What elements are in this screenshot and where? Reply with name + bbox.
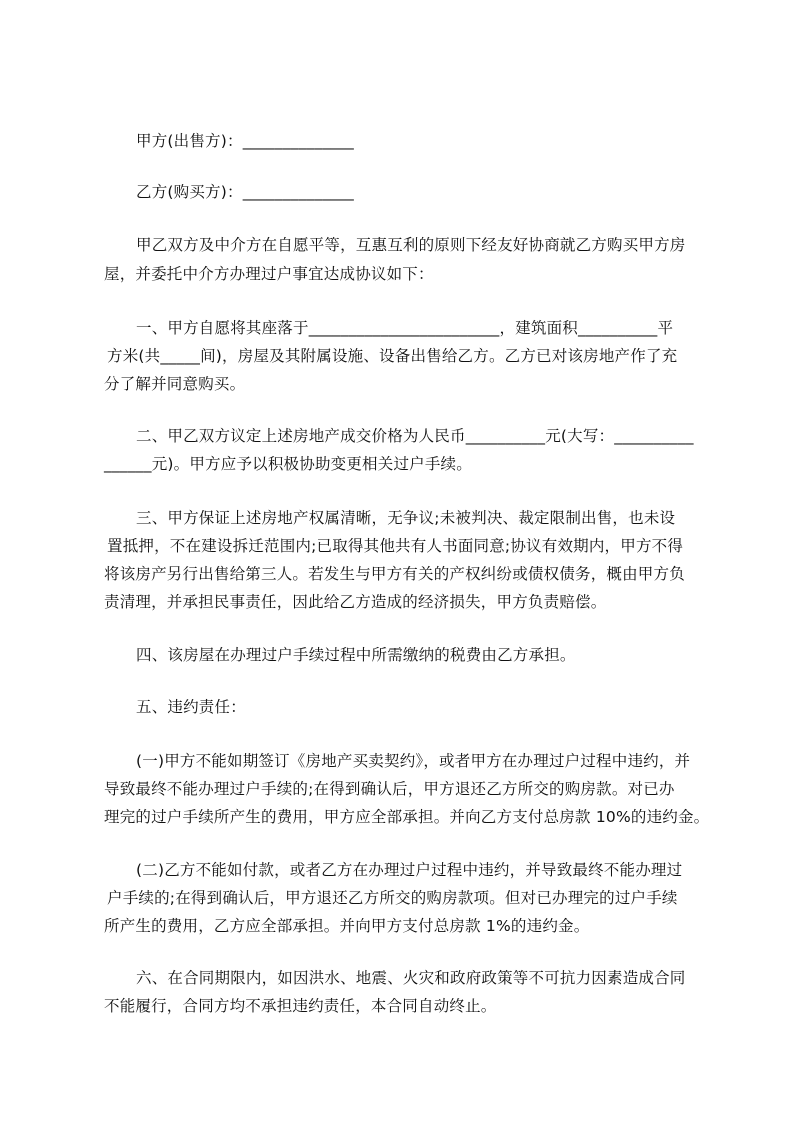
clause-3-line-2: 置抵押，不在建设拆迁范围内;已取得其他共有人书面同意;协议有效期内，甲方不得 (107, 537, 684, 555)
clause-5-2-line-3: 所产生的费用，乙方应全部承担。并向甲方支付总房款 1%的违约金。 (104, 917, 590, 935)
clause-5-1-line-1: (一)甲方不能如期签订《房地产买卖契约》，或者甲方在办理过户过程中违约，并 (136, 752, 691, 770)
preamble-line-1: 甲乙双方及中介方在自愿平等，互惠互利的原则下经友好协商就乙方购买甲方房 (136, 236, 686, 254)
clause-2-line-1: 二、甲乙双方议定上述房地产成交价格为人民币__________元(大写：__________ (136, 427, 694, 445)
clause-6-line-1: 六、在合同期限内，如因洪水、地震、火灾和政府政策等不可抗力因素造成合同 (136, 969, 686, 987)
buyer-party-line: 乙方(购买方)：______________ (136, 183, 354, 201)
clause-1-line-1: 一、甲方自愿将其座落于________________________，建筑面积__________平 (136, 319, 674, 337)
clause-3-line-4: 责清理，并承担民事责任，因此给乙方造成的经济损失，甲方负责赔偿。 (104, 593, 607, 611)
clause-3-line-3: 将该房产另行出售给第三人。若发生与甲方有关的产权纠纷或债权债务，概由甲方负 (104, 565, 685, 583)
clause-1-line-2: 方米(共_____间)，房屋及其附属设施、设备出售给乙方。乙方已对该房地产作了充 (107, 347, 678, 365)
clause-2-line-2: ______元)。甲方应予以积极协助变更相关过户手续。 (104, 455, 472, 473)
clause-1-line-3: 分了解并同意购买。 (104, 375, 246, 393)
clause-5-1-line-3: 理完的过户手续所产生的费用，甲方应全部承担。并向乙方支付总房款 10%的违约金。 (104, 808, 710, 826)
preamble-line-2: 屋，并委托中介方办理过户事宜达成协议如下： (104, 265, 434, 283)
seller-party-line: 甲方(出售方)：______________ (136, 132, 354, 150)
clause-3-line-1: 三、甲方保证上述房地产权属清晰，无争议;未被判决、裁定限制出售，也未设 (136, 509, 676, 527)
clause-6-line-2: 不能履行，合同方均不承担违约责任，本合同自动终止。 (104, 997, 497, 1015)
clause-5-1-line-2: 导致最终不能办理过户手续的;在得到确认后，甲方退还乙方所交的购房款。对已办 (104, 780, 675, 798)
clause-5-heading: 五、违约责任： (136, 698, 246, 716)
clause-4-line: 四、该房屋在办理过户手续过程中所需缴纳的税费由乙方承担。 (136, 646, 576, 664)
clause-5-2-line-1: (二)乙方不能如付款，或者乙方在办理过户过程中违约，并导致最终不能办理过 (136, 861, 683, 879)
clause-5-2-line-2: 户手续的;在得到确认后，甲方退还乙方所交的购房款项。但对已办理完的过户手续 (107, 889, 678, 907)
